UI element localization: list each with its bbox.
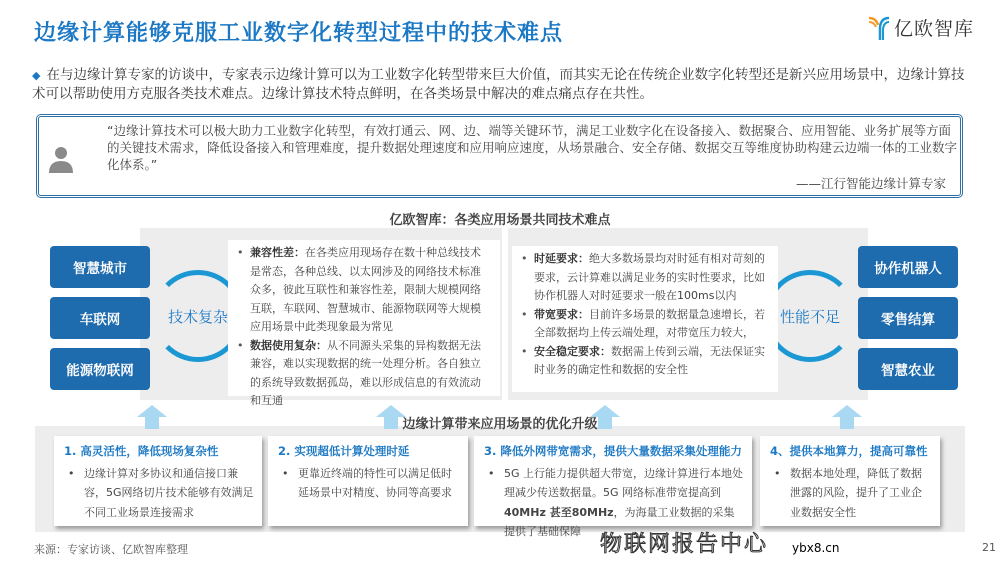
card-title: 1. 高灵活性，降低现场复杂性 bbox=[64, 444, 219, 458]
logo-text: 亿欧智库 bbox=[894, 18, 975, 40]
card-text: • 边缘计算对多协议和通信接口兼容，5G网络切片技术能够有效满足不同工业场景连接需求 bbox=[64, 464, 254, 523]
watermark-text: 物联网报告中心 bbox=[600, 532, 769, 557]
point-latency: • 时延要求：绝大多数场景均对时延有相对苛刻的要求，云计算难以满足业务的实时性要求，比如协作机器人对时延要求一般在100ms以内 bbox=[534, 250, 768, 306]
logo bbox=[868, 14, 974, 41]
scene-cobot: 协作机器人 bbox=[858, 246, 958, 288]
card-local-compute bbox=[760, 436, 940, 526]
point-bandwidth: • 带宽要求：目前许多场景的数据量急速增长，若全部数据均上传云端处理，对带宽压力较大， bbox=[534, 306, 768, 343]
scene-agriculture: 智慧农业 bbox=[858, 348, 958, 390]
watermark-url: ybx8.cn bbox=[792, 541, 840, 555]
card-low-latency bbox=[268, 436, 468, 526]
card-flexibility bbox=[54, 436, 262, 526]
expert-quote-box bbox=[36, 114, 963, 198]
scene-retail: 零售结算 bbox=[858, 297, 958, 339]
intro-text: 在与边缘计算专家的访谈中，专家表示边缘计算可以为工业数字化转型带来巨大价值，而其实无论在传统企业数字化转型还是新兴应用场景中，边缘计算技术可以帮助使用方克服各类技术难点。边缘计算技术特点鲜明，在各类场景中解决的难点痛点存在共性。 bbox=[32, 67, 965, 102]
card-text: • 数据本地处理，降低了数据泄露的风险，提升了工业企业数据安全性 bbox=[770, 464, 932, 523]
person-avatar-icon bbox=[49, 145, 73, 173]
scene-smart-city: 智慧城市 bbox=[50, 246, 150, 288]
point-data-complexity: • 数据使用复杂：从不同源头采集的异构数据无法兼容，难以实现数据的统一处理分析。各自独立的系统导致数据孤岛，难以形成信息的有效流动和互通 bbox=[250, 337, 490, 411]
scene-iov: 车联网 bbox=[50, 297, 150, 339]
scene-energy-iot: 能源物联网 bbox=[50, 348, 150, 390]
quote-text: “边缘计算技术可以极大助力工业数字化转型，有效打通云、网、边、端等关键环节，满足工业数字化在设备接入、数据聚合、应用智能、业务扩展等方面的关键技术需求，降低设备接入和管理难度，提升数据处理速度和应用响应速度，从场景融合、安全存储、数据交互等维度协助构建云边端一体的工业数字化体系。” bbox=[107, 123, 958, 172]
source-note: 来源：专家访谈、亿欧智库整理 bbox=[34, 543, 188, 556]
intro-paragraph bbox=[32, 66, 972, 104]
point-compatibility: • 兼容性差：在各类应用现场存在数十种总线技术是常态，各种总线、以太网涉及的网络技术标准众多，彼此互联性和兼容性差，限制大规模网络互联，车联网、智慧城市、能源物联网等大规模应用场景中此类现象最为常见 bbox=[250, 244, 490, 337]
card-bandwidth bbox=[474, 436, 752, 538]
circle-label-right: 性能不足 bbox=[779, 307, 840, 326]
page-number: 21 bbox=[982, 541, 996, 554]
card-text: • 5G 上行能力提供超大带宽，边缘计算进行本地处理减少传送数据量。5G 网络标准带宽提高到40MHz 甚至80MHz，为海量工业数据的采集提供了基础保障 bbox=[484, 464, 744, 542]
card-text: • 更靠近终端的特性可以满足低时延场景中对精度、协同等高要求 bbox=[278, 464, 460, 503]
section-heading-challenges: 亿欧智库：各类应用场景共同技术难点 bbox=[389, 213, 611, 228]
card-title: 4、提供本地算力，提高可靠性 bbox=[770, 444, 928, 458]
section-heading-upgrades: 边缘计算带来应用场景的优化升级 bbox=[402, 417, 598, 432]
circle-label-left: 技术复杂 bbox=[167, 307, 228, 326]
diamond-bullet-icon: ◆ bbox=[32, 69, 41, 82]
right-points-list bbox=[512, 246, 778, 392]
point-security: • 安全稳定要求：数据需上传到云端，无法保证实时业务的确定性和数据的安全性 bbox=[534, 343, 768, 380]
logo-mark-icon bbox=[868, 15, 890, 41]
page-title: 边缘计算能够克服工业数字化转型过程中的技术难点 bbox=[34, 21, 564, 46]
card-title: 3. 降低外网带宽需求，提供大量数据采集处理能力 bbox=[484, 444, 742, 458]
quote-author: ——江行智能边缘计算专家 bbox=[795, 176, 946, 191]
left-points-list bbox=[228, 240, 500, 407]
card-title: 2. 实现超低计算处理时延 bbox=[278, 444, 410, 458]
